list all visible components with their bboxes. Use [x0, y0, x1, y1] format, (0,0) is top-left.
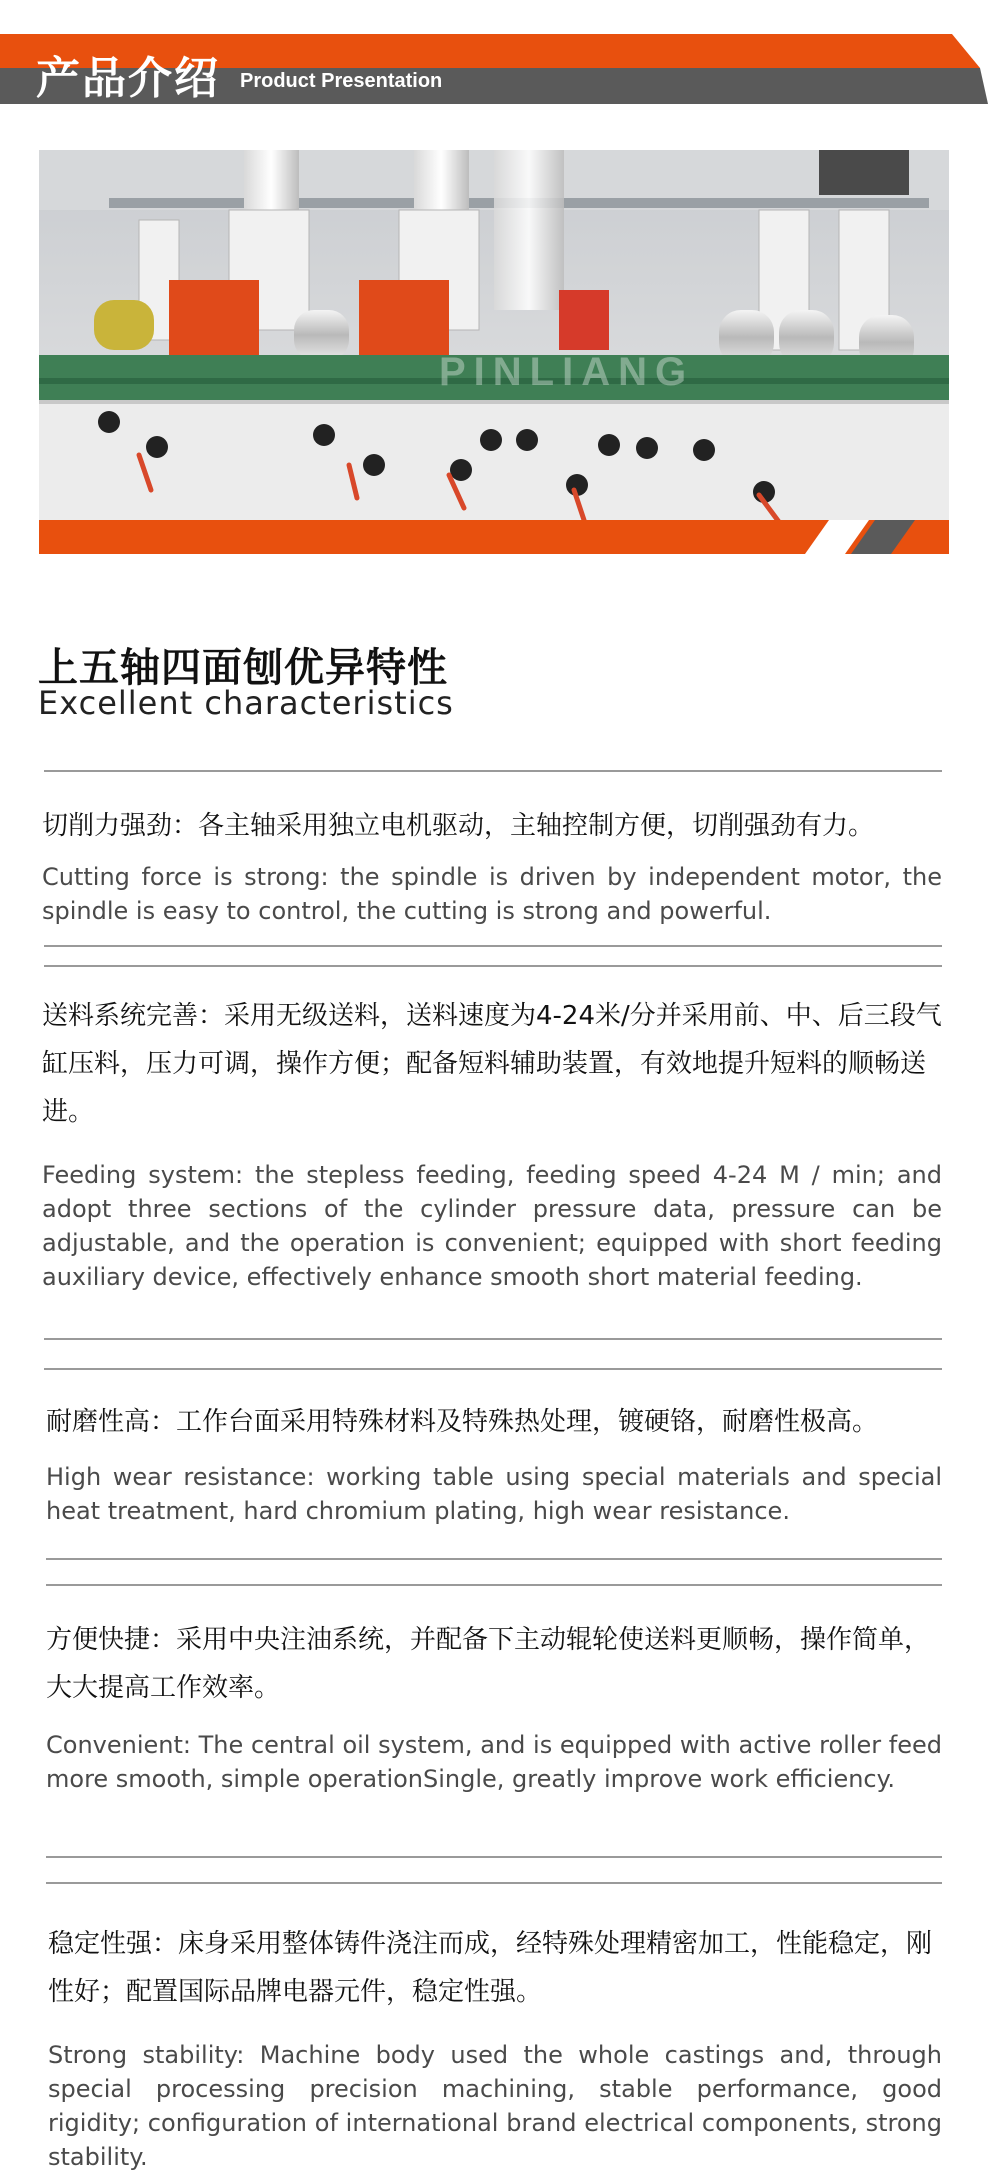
- feature-5-cn: 稳定性强：床身采用整体铸件浇注而成，经特殊处理精密加工，性能稳定，刚性好；配置国际品牌电器元件，稳定性强。: [48, 1929, 933, 2007]
- header-banner: [0, 34, 990, 104]
- feature-3-cn: 耐磨性高：工作台面采用特殊材料及特殊热处理，镀硬铬，耐磨性极高。: [46, 1407, 879, 1437]
- feature-5-en: Strong stability: Machine body used the whole castings and, through special processing precision machining, stable performance, good rigidity; configuration of international brand electrical components, strong stability.: [48, 2041, 942, 2171]
- watermark-text: PINLIANG: [439, 350, 695, 394]
- feature-4-cn: 方便快捷：采用中央注油系统，并配备下主动辊轮使送料更顺畅，操作简单，大大提高工作效率。: [46, 1625, 931, 1703]
- feature-1-cn: 切削力强劲：各主轴采用独立电机驱动，主轴控制方便，切削强劲有力。: [42, 811, 875, 841]
- feature-3-en: High wear resistance: working table using special materials and special heat treatment, hard chromium plating, high wear resistance.: [46, 1463, 942, 1525]
- feature-1-en: Cutting force is strong: the spindle is driven by independent motor, the spindle is easy to control, the cutting is strong and powerful.: [42, 863, 942, 925]
- section-title-cn: 上五轴四面刨优异特性: [38, 645, 448, 691]
- banner-subtitle: Product Presentation: [240, 70, 443, 92]
- machine-photo: [39, 150, 949, 554]
- divider: [44, 1368, 942, 1370]
- divider: [46, 1584, 942, 1586]
- divider: [44, 965, 942, 967]
- divider: [46, 1856, 942, 1858]
- divider: [44, 945, 942, 947]
- feature-2-cn: 送料系统完善：采用无级送料，送料速度为4-24米/分并采用前、中、后三段气缸压料，压力可调，操作方便；配备短料辅助装置，有效地提升短料的顺畅送进。: [42, 1001, 942, 1127]
- divider: [46, 1882, 942, 1884]
- banner-title: 产品介绍: [36, 53, 220, 104]
- feature-4-en: Convenient: The central oil system, and is equipped with active roller feed more smooth, simple operationSingle, greatly improve work efficiency.: [46, 1731, 942, 1793]
- section-title-en: Excellent characteristics: [38, 684, 454, 722]
- divider: [44, 770, 942, 772]
- divider: [44, 1338, 942, 1340]
- feature-2-en: Feeding system: the stepless feeding, feeding speed 4-24 M / min; and adopt three sections of the cylinder pressure data, pressure can be adjustable, and the operation is convenient; equipped with short feeding auxiliary device, effectively enhance smooth short material feeding.: [42, 1161, 942, 1291]
- divider: [46, 1558, 942, 1560]
